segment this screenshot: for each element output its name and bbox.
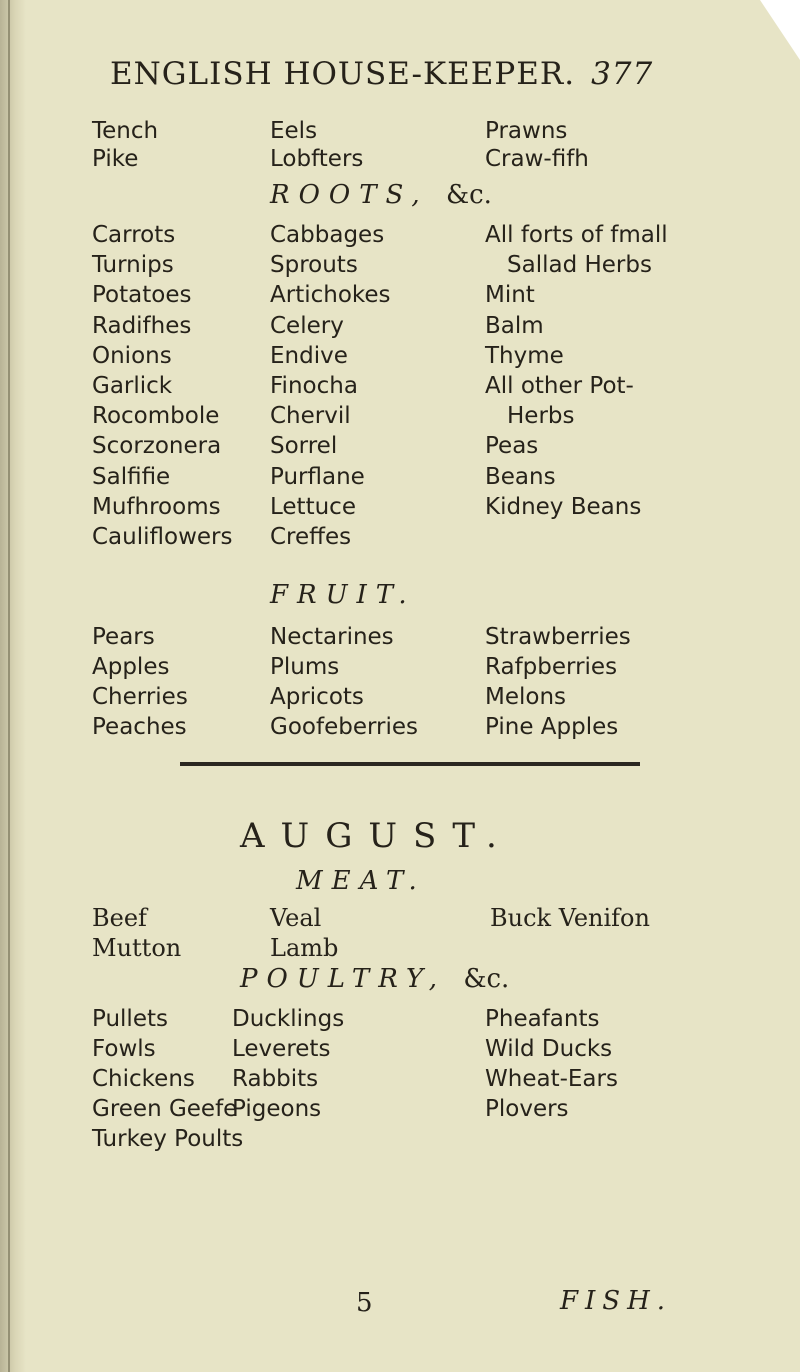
roots-item: Potatoes xyxy=(92,282,192,309)
roots-heading-etc: &c. xyxy=(445,180,492,210)
roots-heading-text: ROOTS, xyxy=(270,180,429,210)
poultry-heading-etc: &c. xyxy=(463,964,510,994)
roots-item: Salfifie xyxy=(92,463,171,490)
meat-item: Buck Venifon xyxy=(490,904,650,932)
running-head-title: ENGLISH HOUSE-KEEPER. xyxy=(110,56,576,92)
fruit-item: Peaches xyxy=(92,714,187,740)
roots-item: Peas xyxy=(485,433,539,460)
poultry-item: Pullets xyxy=(92,1006,168,1032)
poultry-item: Green Geefe xyxy=(92,1096,238,1122)
meat-item: Beef xyxy=(92,904,147,932)
roots-item: Creffes xyxy=(270,524,352,550)
section-heading-poultry xyxy=(240,964,509,994)
roots-item: Cabbages xyxy=(270,222,385,248)
roots-item: Cauliflowers xyxy=(92,524,233,550)
fruit-item: Apples xyxy=(92,654,170,680)
fruit-item: Pears xyxy=(92,624,155,650)
roots-item: Garlick xyxy=(92,373,173,399)
roots-item: Thyme xyxy=(485,342,564,369)
roots-item: Balm xyxy=(485,312,544,339)
fish-item: Prawns xyxy=(485,118,568,144)
section-divider-rule xyxy=(180,762,640,766)
fruit-item: Melons xyxy=(485,684,567,710)
catchword: FISH. xyxy=(560,1286,673,1316)
fish-item: Tench xyxy=(92,118,159,144)
roots-item: Purflane xyxy=(270,463,365,490)
poultry-row xyxy=(0,1126,800,1166)
poultry-item: Rabbits xyxy=(232,1066,319,1092)
roots-item: Celery xyxy=(270,312,344,339)
poultry-item: Ducklings xyxy=(232,1006,345,1032)
fruit-row xyxy=(0,714,800,754)
fruit-item: Goofeberries xyxy=(270,714,418,740)
fruit-item: Pine Apples xyxy=(485,714,619,740)
roots-item: Sorrel xyxy=(270,433,338,460)
roots-item: Beans xyxy=(485,463,556,490)
roots-item: All other Pot- xyxy=(485,373,634,399)
page-number: 377 xyxy=(591,56,654,92)
section-heading-meat: MEAT. xyxy=(296,866,426,896)
poultry-item: Plovers xyxy=(485,1096,569,1122)
poultry-heading-text: POULTRY, xyxy=(240,964,447,994)
roots-item: Mufhrooms xyxy=(92,493,221,520)
roots-item: Scorzonera xyxy=(92,433,222,460)
fruit-item: Cherries xyxy=(92,684,188,710)
roots-item: Rocombole xyxy=(92,403,220,430)
fruit-item: Nectarines xyxy=(270,624,394,650)
roots-item: Artichokes xyxy=(270,282,391,309)
section-heading-fruit: FRUIT. xyxy=(270,580,416,610)
roots-item: All forts of fmall xyxy=(485,222,668,248)
running-head xyxy=(110,56,710,92)
roots-item: Kidney Beans xyxy=(485,493,642,520)
section-heading-roots xyxy=(270,180,492,210)
meat-item: Lamb xyxy=(270,934,339,962)
poultry-item: Pigeons xyxy=(232,1096,322,1122)
page-corner xyxy=(760,0,800,60)
roots-item: Turnips xyxy=(92,252,174,279)
roots-item: Mint xyxy=(485,282,535,309)
roots-item: Carrots xyxy=(92,222,176,248)
roots-row xyxy=(0,524,800,564)
roots-item: Sprouts xyxy=(270,252,358,279)
roots-item: Sallad Herbs xyxy=(507,252,652,279)
roots-item: Herbs xyxy=(507,403,575,430)
roots-item: Finocha xyxy=(270,373,358,399)
roots-item: Lettuce xyxy=(270,493,356,520)
fruit-item: Plums xyxy=(270,654,340,680)
poultry-item: Chickens xyxy=(92,1066,195,1092)
poultry-item: Wheat-Ears xyxy=(485,1066,618,1092)
fish-item: Eels xyxy=(270,118,318,144)
poultry-item: Turkey Poults xyxy=(92,1126,244,1152)
fish-item: Craw-fifh xyxy=(485,146,589,172)
poultry-item: Pheafants xyxy=(485,1006,600,1032)
roots-item: Radifhes xyxy=(92,312,192,339)
fruit-item: Rafpberries xyxy=(485,654,618,680)
roots-item: Onions xyxy=(92,342,172,369)
fish-item: Lobfters xyxy=(270,146,364,172)
fish-item: Pike xyxy=(92,146,139,172)
fruit-item: Apricots xyxy=(270,684,364,710)
poultry-item: Wild Ducks xyxy=(485,1036,613,1062)
poultry-item: Leverets xyxy=(232,1036,331,1062)
roots-item: Endive xyxy=(270,342,348,369)
poultry-item: Fowls xyxy=(92,1036,156,1062)
fruit-item: Strawberries xyxy=(485,624,631,650)
month-heading: AUGUST. xyxy=(240,816,513,856)
meat-item: Mutton xyxy=(92,934,182,962)
meat-item: Veal xyxy=(270,904,322,932)
signature-mark: 5 xyxy=(356,1288,373,1318)
roots-item: Chervil xyxy=(270,403,351,430)
